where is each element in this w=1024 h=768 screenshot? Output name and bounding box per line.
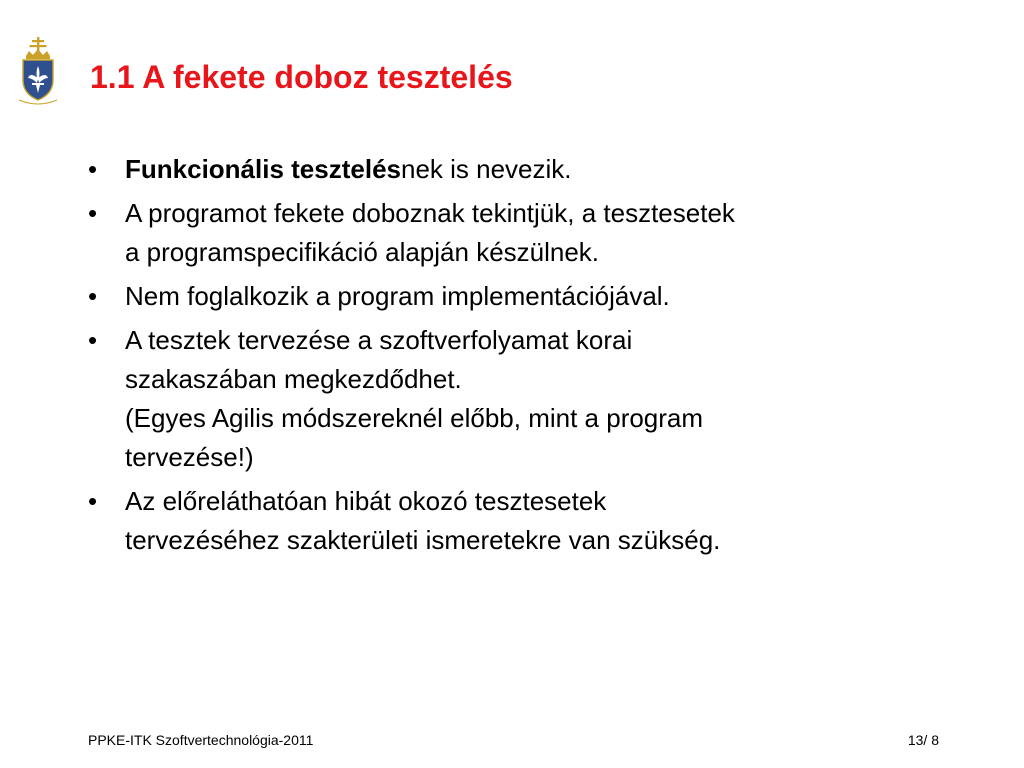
bullet-line: tervezése!) <box>125 442 254 472</box>
list-item <box>88 194 948 272</box>
bullet-line: tervezéséhez szakterületi ismeretekre van szükség. <box>125 525 721 555</box>
footer-page-number: 13/ 8 <box>907 732 939 748</box>
bullet-line: Nem foglalkozik a program implementációjával. <box>125 281 670 311</box>
list-item <box>88 321 948 477</box>
ppke-coat-of-arms-icon <box>14 36 62 112</box>
list-item <box>88 277 948 316</box>
bullet-marker: • <box>88 198 98 228</box>
slide-title: 1.1 A fekete doboz tesztelés <box>90 59 513 95</box>
bullet-line: Az előreláthatóan hibát okozó tesztesetek <box>125 486 607 516</box>
bullet-line: szakaszában megkezdődhet. <box>125 364 462 394</box>
bullet-marker: • <box>88 281 98 311</box>
bullet-marker: • <box>88 325 98 355</box>
bullet-line: A tesztek tervezése a szoftverfolyamat korai <box>125 325 633 355</box>
bullet-marker: • <box>88 486 98 516</box>
bullet-line: A programot fekete doboznak tekintjük, a tesztesetek <box>125 198 735 228</box>
bullet-marker: • <box>88 154 98 184</box>
bullet-line: (Egyes Agilis módszereknél előbb, mint a program <box>125 403 704 433</box>
bullet-line: a programspecifikáció alapján készülnek. <box>125 237 600 267</box>
bullet-text: nek is nevezik. <box>400 154 572 184</box>
bullet-list <box>88 150 948 565</box>
footer-course-label: PPKE-ITK Szoftvertechnológia-2011 <box>88 732 314 748</box>
list-item <box>88 150 948 189</box>
bullet-bold-text: Funkcionális tesztelés <box>125 154 401 184</box>
list-item <box>88 482 948 560</box>
